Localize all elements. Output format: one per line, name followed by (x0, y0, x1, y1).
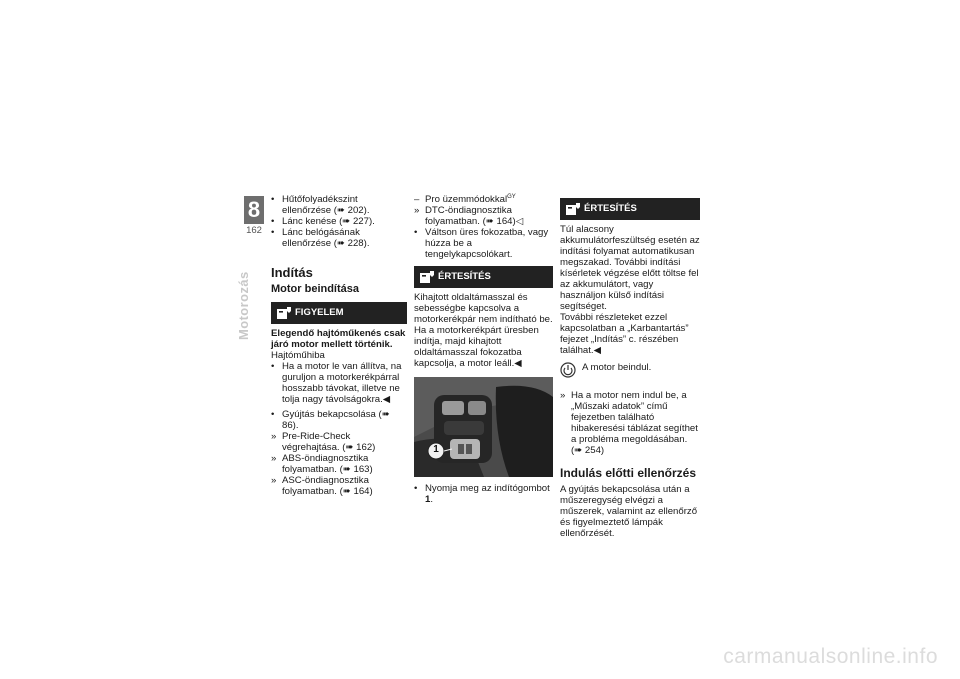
list-item: • Lánc belógásának ellenőrzése (➠ 228). (271, 227, 370, 249)
warning-title: Elegendő hajtóműkenés csak járó motor mellett történik. (271, 328, 406, 350)
column-3 (560, 194, 700, 539)
notice-icon (420, 271, 434, 283)
notice-icon (566, 203, 580, 215)
result-text: A motor beindul. (582, 362, 652, 373)
section-title: Indulás előtti ellenőrzés (560, 466, 697, 480)
column-1 (271, 194, 407, 497)
notice-bar: ÉRTESÍTÉS (560, 198, 700, 220)
list-item: » DTC-öndiagnosztika folyamatban. (➠ 164)◁ (414, 205, 524, 227)
paragraph: A gyújtás bekapcsolása után a műszeregység elvégzi a műszerek, valamint az ellenőrző és figyelmeztető lámpák ellenőrzését. (560, 484, 698, 539)
subsection-title: Motor beindítása (271, 283, 360, 295)
list-item: » ASC-öndiagnosztika folyamatban. (➠ 164) (271, 475, 373, 497)
chapter-side-title: Motorozás (236, 271, 251, 340)
list-item: » Pre-Ride-Check végrehajtása. (➠ 162) (271, 431, 376, 453)
footer-watermark: carmanualsonline.info (723, 645, 938, 668)
list-item: • Gyújtás bekapcsolása (➠ 86). (271, 409, 390, 431)
list-item: • Hűtőfolyadékszint ellenőrzése (➠ 202). (271, 194, 370, 216)
notice-bar: ÉRTESÍTÉS (414, 266, 553, 288)
column-2 (414, 194, 553, 505)
chapter-number: 8 (244, 196, 264, 224)
list-item: • Lánc kenése (➠ 227). (271, 216, 375, 227)
list-item: » ABS-öndiagnosztika folyamatban. (➠ 163) (271, 453, 373, 475)
notice-text: További részleteket ezzel kapcsolatban a „Karbantartás” fejezet „Indítás” c. részében találhat.◀ (560, 312, 689, 356)
notice-text: Túl alacsony akkumulátorfeszültség esetén az indítási folyamat automatikusan megszakad. További indítási kísérletek végzése előtt töltse fel az akkumulátort, vagy használjon külső indítási segítséget. (560, 224, 700, 312)
list-item: • Váltson üres fokozatba, vagy húzza be a tengelykapcsolókart. (414, 227, 549, 260)
list-item: • Ha a motor le van állítva, na guruljon a motorkerékpárral hosszabb távokat, illetve ne tolja nagy távolságokra.◀ (271, 361, 402, 405)
notice-text: Kihajtott oldaltámasszal és sebességbe kapcsolva a motorkerékpár nem indítható be. Ha a motorkerékpárt üresben indítja, majd kihajtott oldaltámasszal fokozatba kapcsolja, a motor leáll.◀ (414, 292, 553, 369)
callout-label: 1 (433, 444, 439, 455)
handlebar-switch-illustration (414, 377, 553, 477)
warning-bar: FIGYELEM (271, 302, 407, 324)
list-item: » Ha a motor nem indul be, a „Műszaki adatok” című fejezetben található hibakeresési táblázat segíthet a probléma megoldásában. (➠ 254) (560, 390, 698, 456)
handlebar-switch-photo (414, 377, 553, 477)
section-title: Indítás (271, 265, 313, 280)
engine-start-icon (560, 362, 576, 378)
list-item: • Nyomja meg az indítógombot 1. (414, 483, 550, 505)
list-item: – Pro üzemmódokkal$^{GY}$ (414, 193, 516, 205)
result-row (560, 362, 700, 380)
warning-icon (277, 307, 291, 319)
warning-subtitle: Hajtóműhiba (271, 350, 325, 361)
page-number: 162 (246, 225, 262, 236)
